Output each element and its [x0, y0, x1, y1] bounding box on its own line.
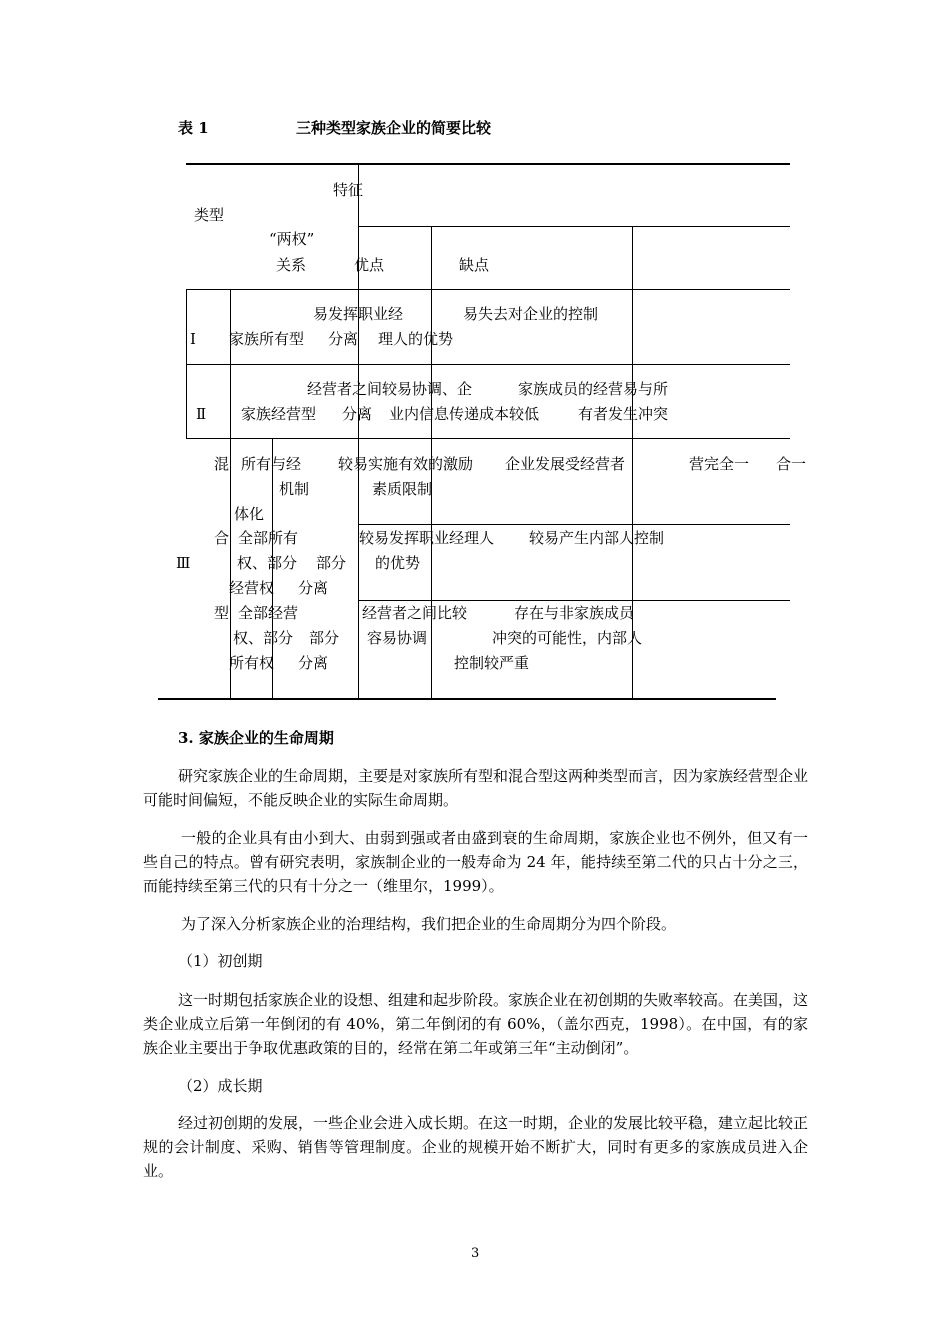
row3-sub1-type-b: 营完全一 [689, 455, 750, 473]
row3-sub1-pros-line2: 机制 [279, 480, 310, 498]
page-number: 3 [471, 1246, 480, 1261]
header-pros: 优点 [354, 256, 385, 274]
row3-sub3-type-c: 所有权 [229, 654, 275, 672]
row1-relation: 分离 [328, 330, 359, 348]
paragraph-4: 这一时期包括家族企业的设想、组建和起步阶段。家族企业在初创期的失败率较高。在美国，这类企业成立后第一年倒闭的有 40%，第二年倒闭的有 60%，（盖尔西克，1998）。在中国，有的家族企业主要出于争取优惠政策的目的，经常在第二年或第三年“主动倒闭”。 [143, 991, 809, 1057]
row1-num: Ⅰ [190, 330, 196, 348]
row2-relation: 分离 [342, 405, 373, 423]
paragraph-2: 一般的企业具有由小到大、由弱到强或者由盛到衰的生命周期，家族企业也不例外，但又有一些自己的特点。曾有研究表明，家族制企业的一般寿命为 24 年，能持续至第二代的只占十分之三，而能持续至第三代的只有十分之一（维里尔，1999）。 [143, 829, 808, 895]
row3-sub3-cons-line2: 冲突的可能性，内部人 [492, 629, 643, 647]
row3-sub2-type-b: 权、部分 [237, 554, 298, 572]
row3-sub1-relation: 合一 [776, 455, 807, 473]
header-type: 类型 [194, 206, 225, 224]
table-caption-title: 三种类型家族企业的简要比较 [296, 119, 492, 137]
row2-cons-line2: 有者发生冲突 [578, 405, 669, 423]
paragraph-1: 研究家族企业的生命周期，主要是对家族所有型和混合型这两种类型而言，因为家族经营型企业可能时间偏短，不能反映企业的实际生命周期。 [143, 767, 809, 809]
header-relation: 关系 [276, 256, 307, 274]
row3-sub1-pros: 较易实施有效的激励 [338, 455, 474, 473]
table-caption-label: 表 1 [178, 119, 209, 137]
row3-sub2-relation-line2: 分离 [298, 579, 329, 597]
row3-sub3-cons-line3: 控制较严重 [454, 654, 530, 672]
row2-pros-line1: 经营者之间较易协调、企 [307, 380, 473, 398]
row3-sub3-relation-line1: 部分 [309, 629, 340, 647]
row3-sub2-type-a: 全部所有 [238, 529, 299, 547]
row1-pros-line2: 理人的优势 [378, 330, 454, 348]
row3-sub1-cons-line2: 素质限制 [372, 480, 433, 498]
row3-sub2-pros-line2: 的优势 [375, 554, 421, 572]
section-heading: 3. 家族企业的生命周期 [178, 729, 334, 747]
row1-pros-line1: 易发挥职业经 [313, 305, 404, 323]
row3-group-char2: 合 [214, 529, 230, 547]
paragraph-5: 经过初创期的发展，一些企业会进入成长期。在这一时期，企业的发展比较平稳，建立起比较正规的会计制度、采购、销售等管理制度。企业的规模开始不断扩大，同时有更多的家族成员进入企业。 [143, 1114, 809, 1180]
row3-group-char3: 型 [214, 604, 230, 622]
row3-sub2-pros-line1: 较易发挥职业经理人 [359, 529, 495, 547]
subheading-startup: （1）初创期 [178, 952, 263, 970]
row3-sub2-cons: 较易产生内部人控制 [529, 529, 665, 547]
row3-sub1-type-c: 体化 [234, 505, 265, 523]
row3-sub3-relation-line2: 分离 [298, 654, 329, 672]
row1-cons: 易失去对企业的控制 [463, 305, 599, 323]
subheading-growth: （2）成长期 [178, 1077, 263, 1095]
row2-pros-line2: 业内信息传递成本较低 [389, 405, 540, 423]
row3-sub2-relation-line1: 部分 [316, 554, 347, 572]
row3-sub3-type-a: 全部经营 [238, 604, 299, 622]
row1-name: 家族所有型 [229, 330, 305, 348]
row3-num: Ⅲ [176, 554, 191, 572]
row3-sub3-cons-line1: 存在与非家族成员 [514, 604, 635, 622]
row3-sub3-type-b: 权、部分 [233, 629, 294, 647]
row3-sub3-pros-line2: 容易协调 [367, 629, 428, 647]
header-feature: 特征 [333, 181, 364, 199]
header-two-rights: “两权” [269, 230, 315, 248]
row2-num: Ⅱ [196, 405, 207, 423]
header-cons: 缺点 [459, 256, 490, 274]
row3-sub3-pros-line1: 经营者之间比较 [362, 604, 468, 622]
row3-group-char1: 混 [214, 455, 230, 473]
row3-sub1-type-a: 所有与经 [241, 455, 302, 473]
row2-cons-line1: 家族成员的经营易与所 [518, 380, 669, 398]
row2-name: 家族经营型 [241, 405, 317, 423]
row3-sub2-type-c: 经营权 [229, 579, 275, 597]
row3-sub1-cons: 企业发展受经营者 [505, 455, 626, 473]
paragraph-3: 为了深入分析家族企业的治理结构，我们把企业的生命周期分为四个阶段。 [181, 915, 677, 933]
